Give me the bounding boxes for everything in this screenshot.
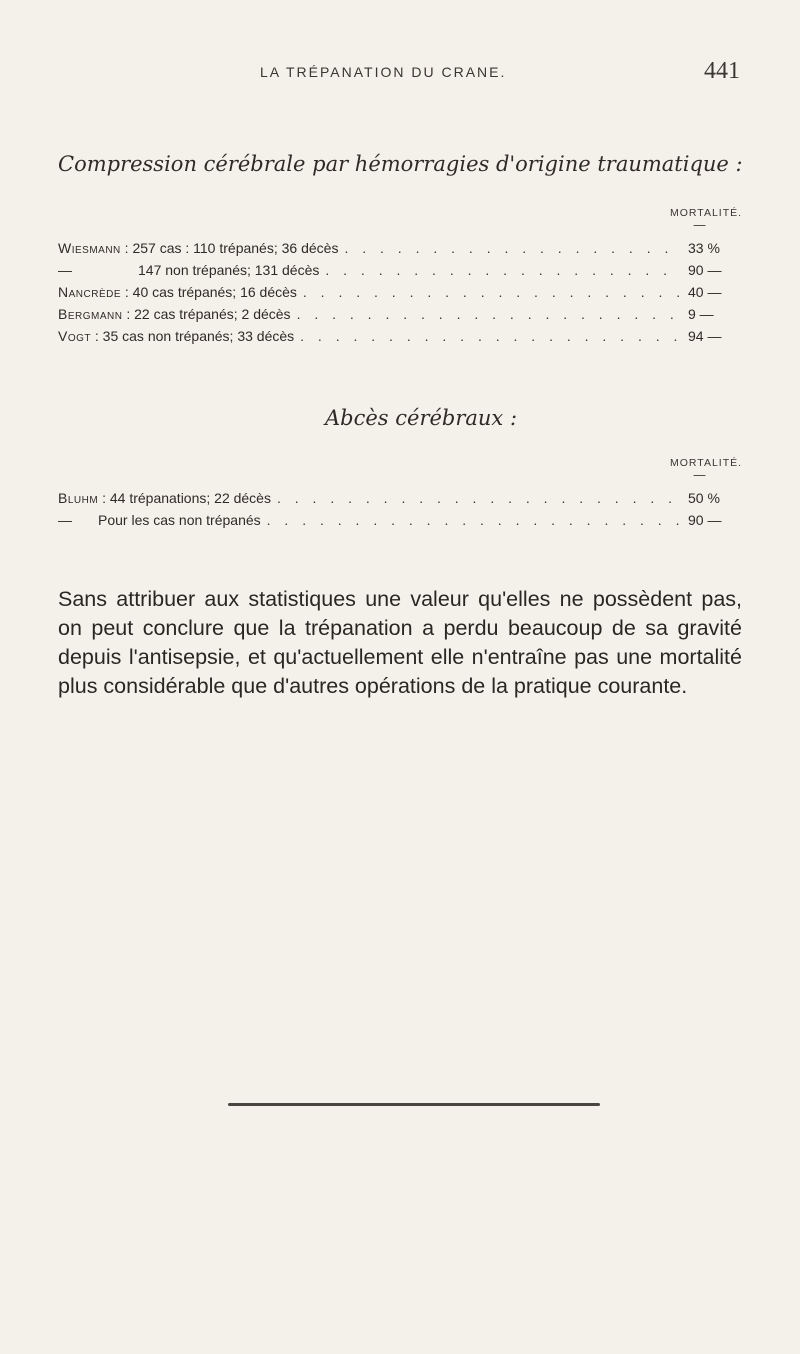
row-mortality: 50 % xyxy=(688,490,720,506)
row-author: — xyxy=(58,512,72,528)
row-mortality: 90 — xyxy=(688,262,722,278)
page-number: 441 xyxy=(704,58,740,84)
leader-dots xyxy=(277,490,682,506)
running-title: LA TRÉPANATION DU CRANE. xyxy=(260,64,507,80)
table-row xyxy=(58,512,740,534)
body-paragraph: Sans attribuer aux statistiques une valeur qu'elles ne possèdent pas, on peut conclure que la trépanation a perdu beaucoup de sa gravité depuis l'antisepsie, et qu'actuellement elle n'entraîne pas une mortalité plus considérable que d'autres opérations de la pratique courante. xyxy=(58,586,742,698)
row-description: : 44 trépanations; 22 décès xyxy=(98,490,271,506)
row-mortality: 9 — xyxy=(688,306,714,322)
section-title-compression: Compression cérébrale par hémorragies d'origine traumatique : xyxy=(58,152,743,176)
leader-dots xyxy=(344,240,682,256)
leader-dots xyxy=(325,262,682,278)
row-mortality: 94 — xyxy=(688,328,722,344)
section-title-abces: Abcès cérébraux : xyxy=(325,406,518,430)
leader-dots xyxy=(300,328,682,344)
row-author: Wiesmann xyxy=(58,240,121,256)
row-mortality: 33 % xyxy=(688,240,720,256)
table-row xyxy=(58,262,740,284)
row-mortality: 90 — xyxy=(688,512,722,528)
row-description: : 257 cas : 110 trépanés; 36 décès xyxy=(120,240,339,256)
mortality-column-dash: — xyxy=(693,218,706,233)
row-description: : 22 cas trépanés; 2 décès xyxy=(122,306,291,322)
mortality-column-label: MORTALITÉ. xyxy=(670,457,743,469)
mortality-column-dash: — xyxy=(693,468,706,483)
row-mortality: 40 — xyxy=(688,284,722,300)
table-row xyxy=(58,490,740,512)
table-row xyxy=(58,328,740,350)
leader-dots xyxy=(297,306,682,322)
table-row xyxy=(58,240,740,262)
table-row xyxy=(58,284,740,306)
mortality-column-label: MORTALITÉ. xyxy=(670,207,743,219)
leader-dots xyxy=(267,512,682,528)
row-author: Vogt xyxy=(58,328,92,344)
leader-dots xyxy=(303,284,682,300)
row-description: : 40 cas trépanés; 16 décès xyxy=(121,284,297,300)
row-author: Bluhm xyxy=(58,490,99,506)
row-description: : 35 cas non trépanés; 33 décès xyxy=(91,328,295,344)
row-description: 147 non trépanés; 131 décès xyxy=(138,262,320,278)
row-author: Nancrède xyxy=(58,284,122,300)
row-author: Bergmann xyxy=(58,306,123,322)
horizontal-rule xyxy=(228,1103,600,1106)
row-description: Pour les cas non trépanés xyxy=(98,512,261,528)
row-author: — xyxy=(58,262,72,278)
table-row xyxy=(58,306,740,328)
page-header xyxy=(140,58,740,92)
